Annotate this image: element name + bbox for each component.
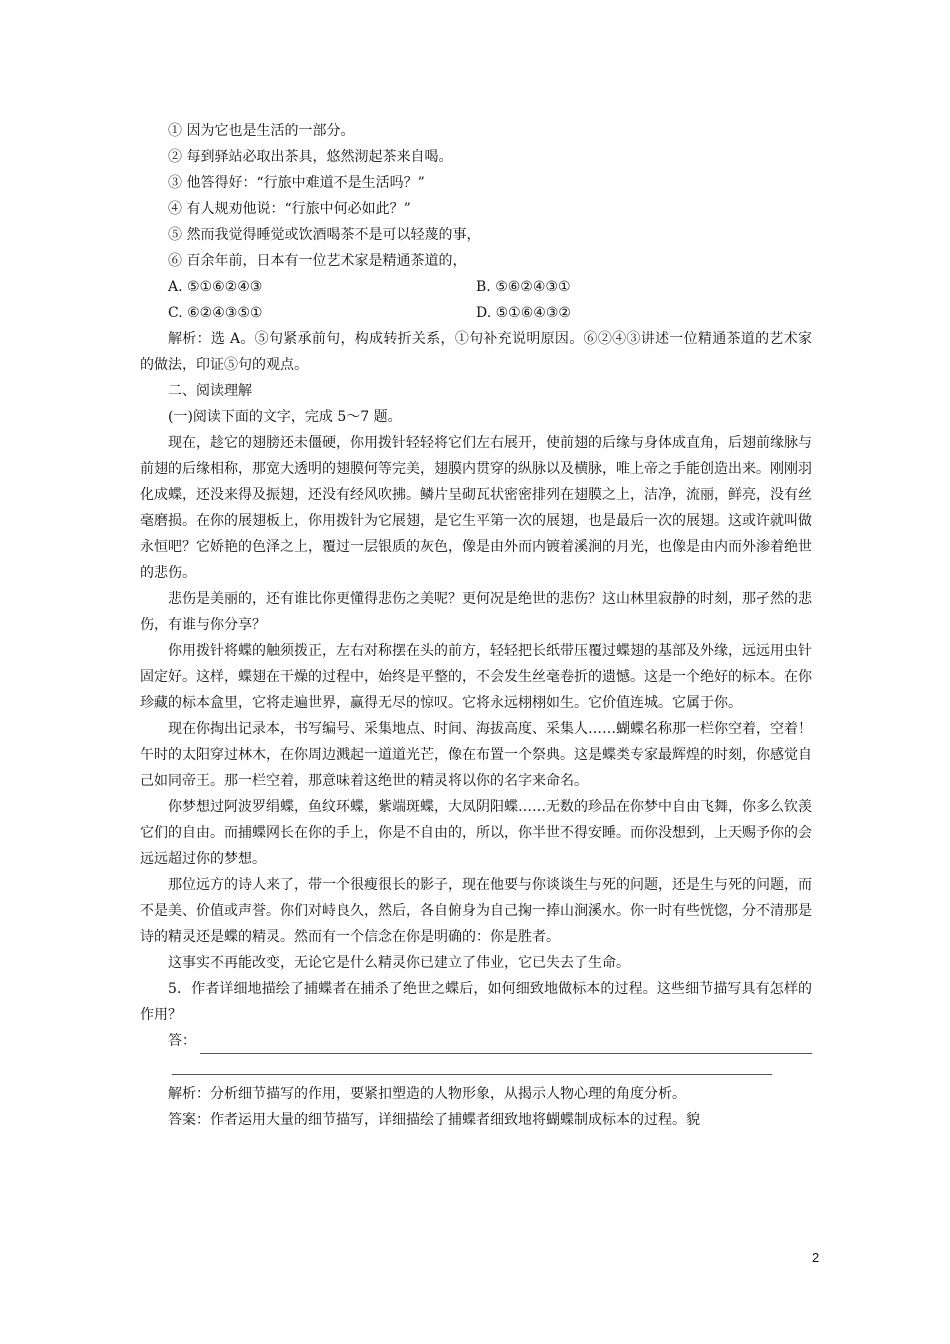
option-c: C. ⑥②④③⑤① xyxy=(168,305,263,321)
answer-underline xyxy=(200,1035,812,1054)
option-a: A. ⑤①⑥②④③ xyxy=(168,279,263,295)
option-d: D. ⑤①⑥④③② xyxy=(476,305,571,321)
passage-paragraph: 这事实不再能改变，无论它是什么精灵你已建立了伟业，它已失去了生命。 xyxy=(168,955,630,971)
option-b: B. ⑤⑥②④③① xyxy=(476,279,571,295)
sentence-item: ⑥ 百余年前，日本有一位艺术家是精通茶道的， xyxy=(168,253,467,269)
passage-paragraph: 现在，趁它的翅膀还未僵硬，你用拨针轻轻将它们左右展开，使前翅的后缘与身体成直角，后翅前缘脉与前翅的后缘相称，那宽大透明的翅膜何等完美，翅膜内贯穿的纵脉以及横脉，唯上帝之手能创造出来。刚刚羽化成蝶，还没来得及振翅，还没有经风吹拂。鳞片呈砌瓦状密密排列在翅膜之上，洁净，流丽，鲜亮，没有丝毫磨损。在你的展翅板上，你用拨针为它展翅，是它生平第一次的展翅，也是最后一次的展翅。这或许就叫做永恒吧？它娇艳的色泽之上，覆过一层银质的灰色，像是由外而内镀着溪涧的月光，也像是由内而外渗着绝世的悲伤。 xyxy=(140,435,812,581)
sentence-item: ① 因为它也是生活的一部分。 xyxy=(168,123,355,139)
document-body xyxy=(140,118,812,1133)
sentence-item: ④ 有人规劝他说：“行旅中何必如此？” xyxy=(168,201,411,217)
analysis-question-4: 解析：选 A。⑤句紧承前句，构成转折关系，①句补充说明原因。⑥②④③讲述一位精通茶道的艺术家的做法，印证⑤句的观点。 xyxy=(140,331,812,373)
sentence-item: ③ 他答得好：“行旅中难道不是生活吗？” xyxy=(168,175,425,191)
answer-underline-2 xyxy=(172,1054,772,1075)
sentence-item: ⑤ 然而我觉得睡觉或饮酒喝茶不是可以轻蔑的事， xyxy=(168,227,481,243)
answer-label: 答： xyxy=(168,1033,196,1049)
passage-paragraph: 悲伤是美丽的，还有谁比你更懂得悲伤之美呢？更何况是绝世的悲伤？这山林里寂静的时刻，那孑然的悲伤，有谁与你分享？ xyxy=(140,591,812,633)
sentence-list xyxy=(140,118,812,274)
reading-passage xyxy=(140,430,812,976)
options-row xyxy=(140,300,812,326)
options-row xyxy=(140,274,812,300)
page-number: 2 xyxy=(812,1250,820,1265)
section-instruction: (一)阅读下面的文字，完成 5～7 题。 xyxy=(168,409,402,425)
sentence-item: ② 每到驿站必取出茶具，悠然沏起茶来自喝。 xyxy=(168,149,453,165)
passage-paragraph: 你梦想过阿波罗绢蝶，鱼纹环蝶，紫端斑蝶，大凤阴阳蝶……无数的珍品在你梦中自由飞舞，你多么钦羡它们的自由。而捕蝶网长在你的手上，你是不自由的，所以，你半世不得安睡。而你没想到，上天赐予你的会远远超过你的梦想。 xyxy=(140,799,812,867)
question-5: 5．作者详细地描绘了捕蝶者在捕杀了绝世之蝶后，如何细致地做标本的过程。这些细节描写具有怎样的作用？ xyxy=(140,981,812,1023)
passage-paragraph: 你用拨针将蝶的触须拨正，左右对称摆在头的前方，轻轻把长纸带压覆过蝶翅的基部及外缘，远远用虫针固定好。这样，蝶翅在干燥的过程中，始终是平整的，不会发生丝毫卷折的遗憾。这是一个绝好的标本。在你珍藏的标本盒里，它将走遍世界，赢得无尽的惊叹。它将永远栩栩如生。它价值连城。它属于你。 xyxy=(140,643,812,711)
analysis-question-5: 解析：分析细节描写的作用，要紧扣塑造的人物形象，从揭示人物心理的角度分析。 xyxy=(168,1086,686,1102)
passage-paragraph: 那位远方的诗人来了，带一个很瘦很长的影子，现在他要与你谈谈生与死的问题，还是生与死的问题，而不是美、价值或声誉。你们对峙良久，然后，各自俯身为自己掬一捧山涧溪水。你一时有些恍惚，分不清那是诗的精灵还是蝶的精灵。然而有一个信念在你是明确的：你是胜者。 xyxy=(140,877,812,945)
section-heading: 二、阅读理解 xyxy=(168,383,252,399)
answer-question-5: 答案：作者运用大量的细节描写，详细描绘了捕蝶者细致地将蝴蝶制成标本的过程。貌 xyxy=(168,1112,700,1128)
answer-field[interactable] xyxy=(140,1028,812,1054)
passage-paragraph: 现在你掏出记录本，书写编号、采集地点、时间、海拔高度、采集人……蝴蝶名称那一栏你空着，空着！午时的太阳穿过林木，在你周边溅起一道道光芒，像在布置一个祭典。这是蝶类专家最辉煌的时刻，你感觉自己如同帝王。那一栏空着，那意味着这绝世的精灵将以你的名字来命名。 xyxy=(140,721,812,789)
